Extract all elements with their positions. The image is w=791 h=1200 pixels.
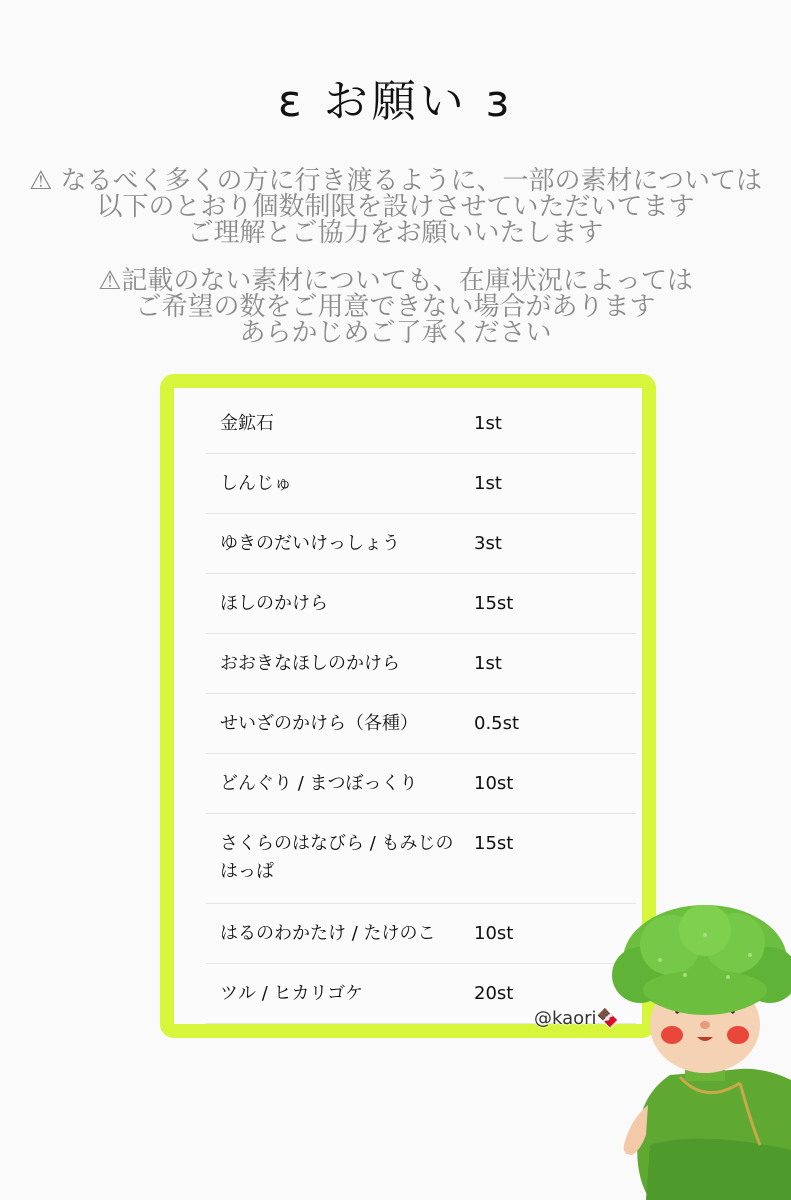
material-limit: 1st bbox=[474, 653, 502, 674]
material-name: ゆきのだいけっしょう bbox=[220, 533, 400, 554]
table-row bbox=[206, 394, 636, 454]
table-row bbox=[206, 904, 636, 964]
limits-table bbox=[206, 394, 636, 1024]
material-limit: 1st bbox=[474, 473, 502, 494]
material-name: はるのわかたけ / たけのこ bbox=[220, 923, 436, 944]
notice-limit bbox=[20, 168, 771, 246]
notice-line: ご理解とご協力をお願いいたします bbox=[187, 218, 604, 248]
material-name-line: はっぱ bbox=[220, 861, 274, 882]
material-limit: 1st bbox=[474, 413, 502, 434]
notice-line: ⚠記載のない素材についても、在庫状況によっては bbox=[98, 266, 693, 296]
notice-line: 以下のとおり個数制限を設けさせていただいてます bbox=[96, 192, 695, 222]
table-row bbox=[206, 454, 636, 514]
author-watermark: @kaori🍫 bbox=[534, 1008, 619, 1029]
material-name: おおきなほしのかけら bbox=[220, 653, 400, 674]
material-limit: 20st bbox=[474, 983, 514, 1004]
table-row bbox=[206, 514, 636, 574]
material-name: 金鉱石 bbox=[220, 413, 274, 434]
material-limit: 15st bbox=[474, 593, 514, 614]
table-row bbox=[206, 574, 636, 634]
notice-line: ⚠ なるべく多くの方に行き渡るように、一部の素材については bbox=[28, 166, 763, 196]
table-row bbox=[206, 814, 636, 904]
limits-table-frame bbox=[160, 374, 656, 1038]
material-name: ツル / ヒカリゴケ bbox=[220, 983, 364, 1004]
table-row bbox=[206, 754, 636, 814]
material-limit: 10st bbox=[474, 923, 514, 944]
notice-line: あらかじめご了承ください bbox=[239, 318, 552, 348]
page-title: ɛ お願い ɜ bbox=[277, 76, 514, 127]
notice-stock bbox=[20, 268, 771, 346]
material-limit: 0.5st bbox=[474, 713, 520, 734]
material-name-line: さくらのはなびら / もみじの bbox=[220, 833, 454, 854]
material-name: どんぐり / まつぼっくり bbox=[220, 773, 418, 794]
material-name bbox=[220, 830, 474, 886]
material-name: せいざのかけら（各種） bbox=[220, 713, 418, 734]
material-name: ほしのかけら bbox=[220, 593, 328, 614]
table-row bbox=[206, 634, 636, 694]
material-name: しんじゅ bbox=[220, 473, 292, 494]
material-limit: 15st bbox=[474, 833, 514, 854]
broccoli-villager-illustration bbox=[610, 905, 791, 1200]
material-limit: 3st bbox=[474, 533, 502, 554]
material-limit: 10st bbox=[474, 773, 514, 794]
table-row bbox=[206, 694, 636, 754]
notice-line: ご希望の数をご用意できない場合があります bbox=[135, 292, 656, 322]
